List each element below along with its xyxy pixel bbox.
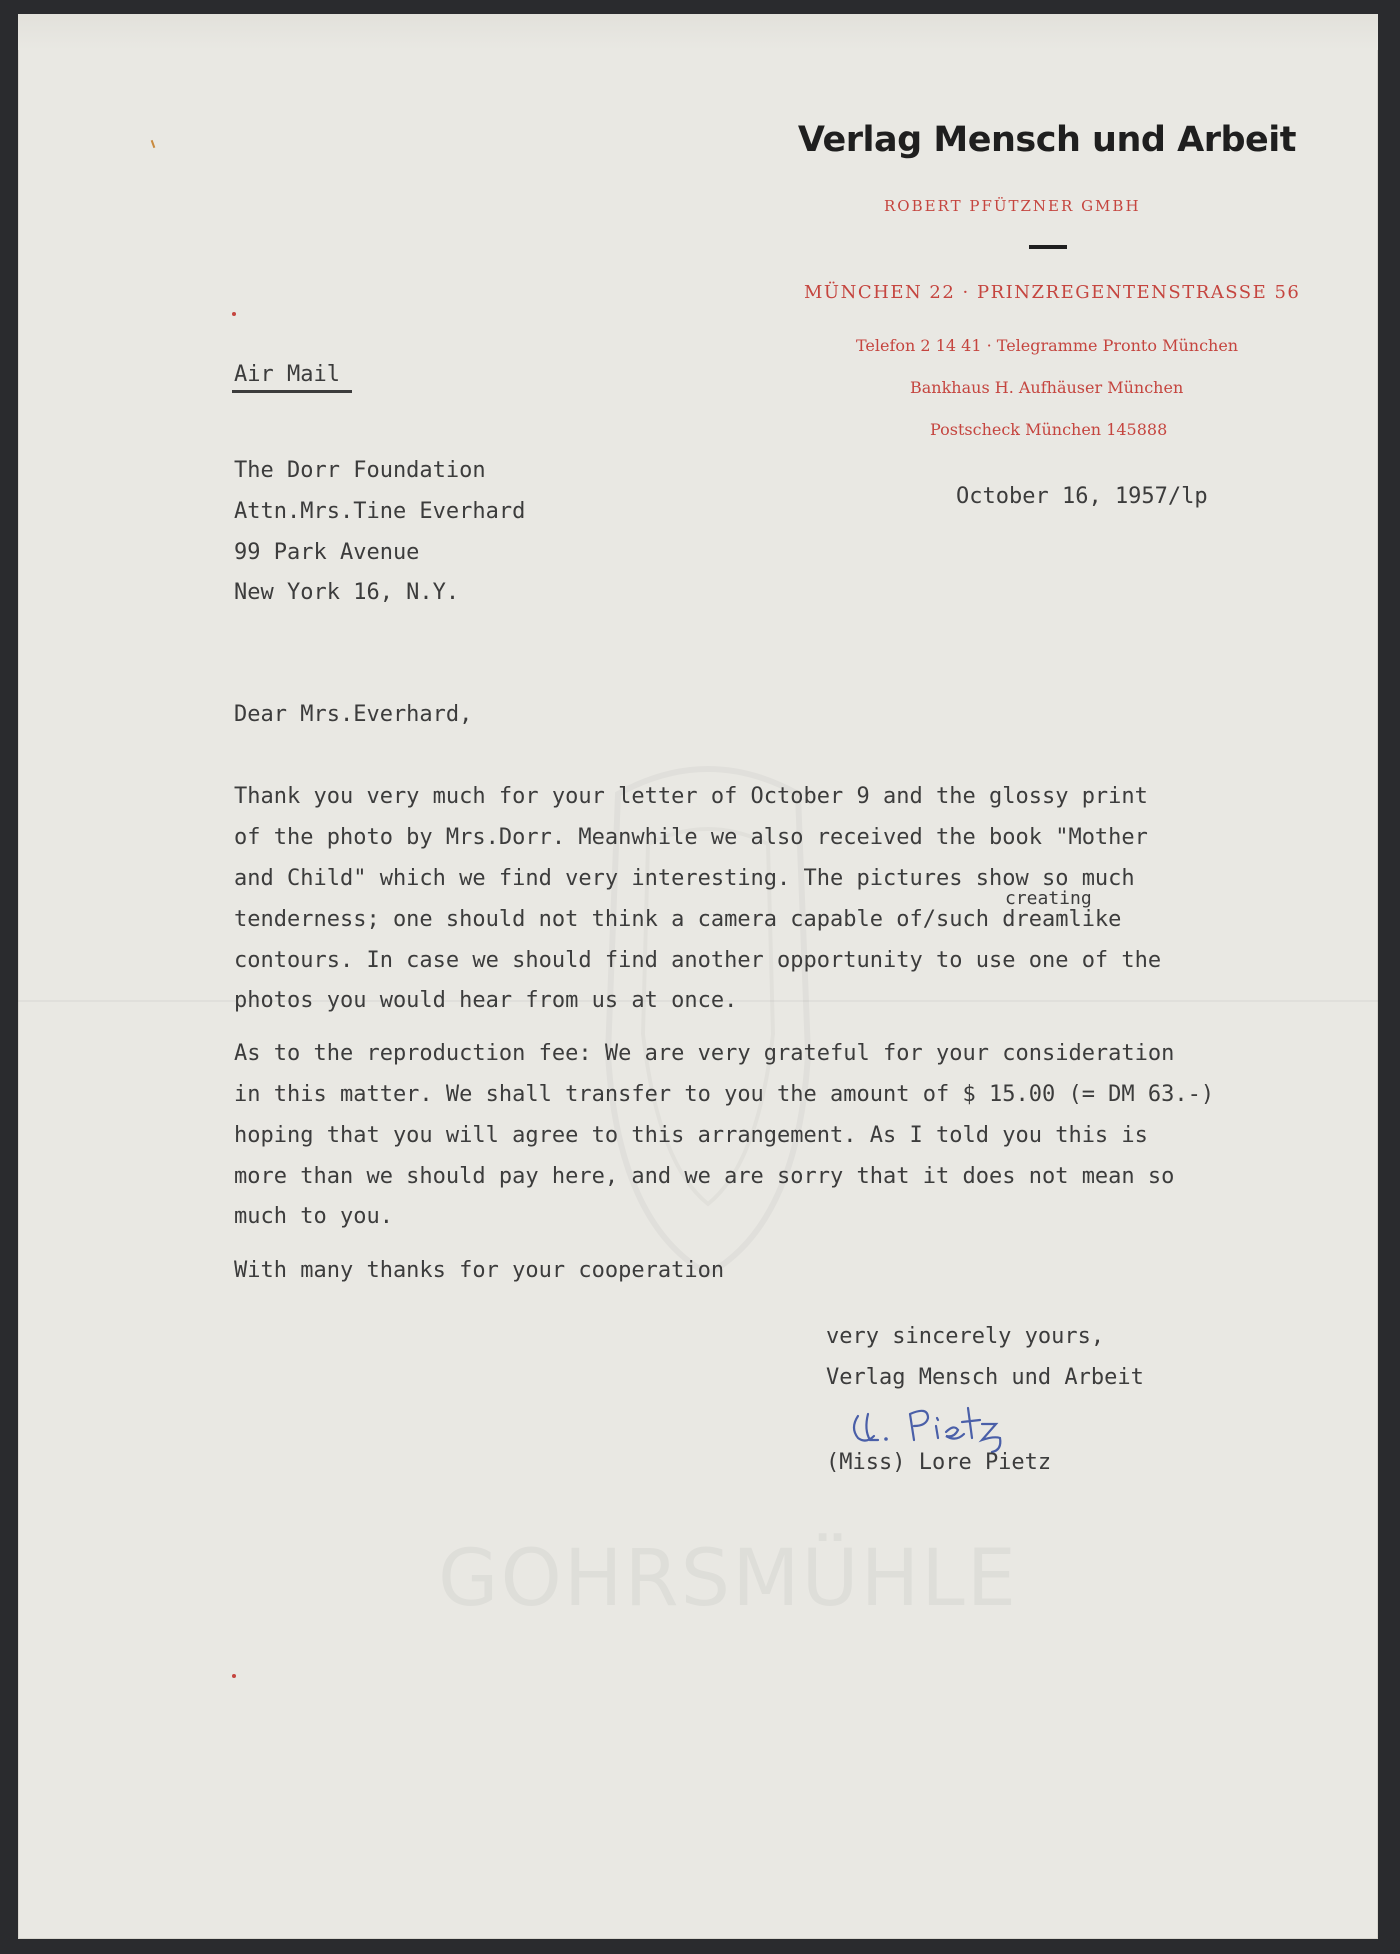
air-mail-underline: [232, 390, 352, 393]
body-line: hoping that you will agree to this arrangement. As I told you this is: [234, 1123, 1148, 1148]
body-line: photos you would hear from us at once.: [234, 988, 738, 1013]
body-line: contours. In case we should find another opportunity to use one of the: [234, 948, 1162, 973]
handwritten-signature: [844, 1394, 1034, 1454]
letterhead-address: MÜNCHEN 22 · PRINZREGENTENSTRASSE 56: [804, 282, 1301, 303]
recipient-line: 99 Park Avenue: [234, 540, 420, 565]
margin-dot: [232, 1674, 236, 1678]
body-line: As to the reproduction fee: We are very grateful for your consideration: [234, 1041, 1175, 1066]
closing-line: With many thanks for your cooperation: [234, 1258, 725, 1283]
body-line: much to you.: [234, 1204, 393, 1229]
signoff-line: (Miss) Lore Pietz: [826, 1450, 1052, 1475]
letterhead-phone: Telefon 2 14 41 · Telegramme Pronto München: [856, 336, 1239, 355]
body-line: of the photo by Mrs.Dorr. Meanwhile we also received the book "Mother: [234, 825, 1148, 850]
recipient-line: Attn.Mrs.Tine Everhard: [234, 499, 526, 524]
body-line: in this matter. We shall transfer to you the amount of $ 15.00 (= DM 63.-): [234, 1082, 1215, 1107]
letterhead-name: Verlag Mensch und Arbeit: [797, 120, 1296, 160]
letterhead-bank: Bankhaus H. Aufhäuser München: [910, 378, 1184, 397]
signoff-line: very sincerely yours,: [826, 1324, 1105, 1349]
page-top-edge: [18, 14, 1378, 50]
signoff-line: Verlag Mensch und Arbeit: [826, 1365, 1144, 1390]
letterhead-divider: [1029, 245, 1067, 249]
watermark-text: [438, 1534, 1018, 1624]
air-mail-label: Air Mail: [234, 362, 340, 387]
body-line: more than we should pay here, and we are sorry that it does not mean so: [234, 1164, 1175, 1189]
typed-insertion: creating: [1005, 888, 1092, 909]
letter-date: October 16, 1957/lp: [956, 484, 1208, 509]
salutation: Dear Mrs.Everhard,: [234, 702, 473, 727]
letter-page: [18, 14, 1378, 1939]
letterhead-company: ROBERT PFÜTZNER GMBH: [884, 197, 1141, 215]
margin-dot: [232, 312, 236, 316]
margin-mark: [151, 140, 156, 148]
recipient-line: The Dorr Foundation: [234, 458, 486, 483]
letterhead-postcheck: Postscheck München 145888: [930, 420, 1168, 439]
body-line: and Child" which we find very interesting. The pictures show so much: [234, 866, 1135, 891]
body-line: tenderness; one should not think a camera capable of/such dreamlike: [234, 907, 1122, 932]
body-line: Thank you very much for your letter of October 9 and the glossy print: [234, 784, 1148, 809]
recipient-line: New York 16, N.Y.: [234, 580, 460, 605]
